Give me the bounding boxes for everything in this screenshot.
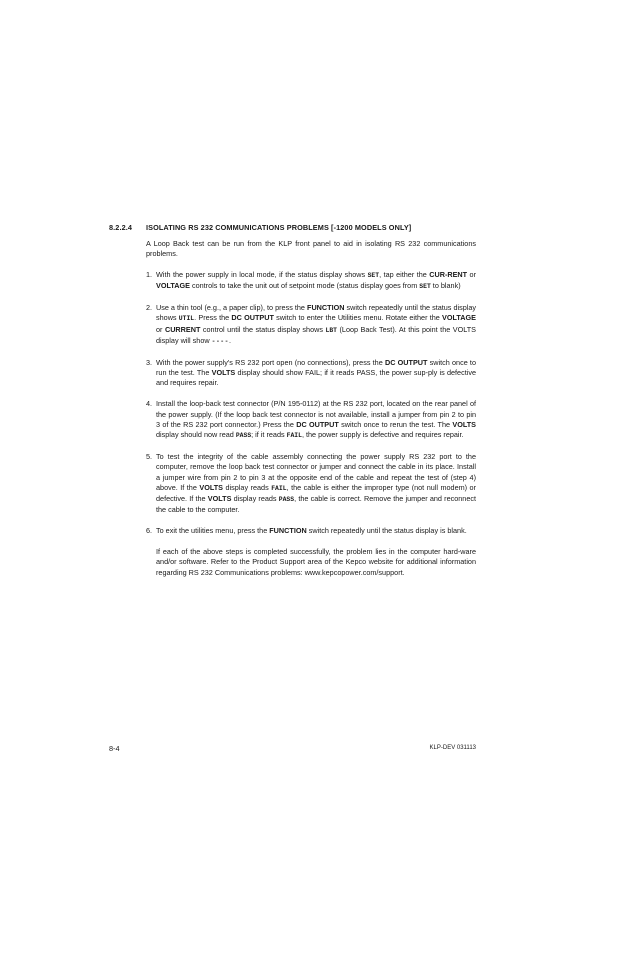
voltage-control-label: VOLTAGE bbox=[156, 281, 190, 291]
step-number: 6. bbox=[146, 526, 153, 536]
volts-display-label: VOLTS bbox=[452, 419, 477, 429]
procedure-steps bbox=[146, 270, 476, 536]
current-control-label: CUR-RENT bbox=[429, 270, 468, 280]
display-code-util: UTIL bbox=[178, 315, 195, 323]
step-6 bbox=[146, 526, 476, 536]
step-number: 3. bbox=[146, 357, 153, 367]
dc-output-label: DC OUTPUT bbox=[384, 357, 428, 367]
voltage-control-label: VOLTAGE bbox=[442, 313, 476, 323]
volts-display-label: VOLTS bbox=[207, 494, 232, 504]
dc-output-label: DC OUTPUT bbox=[296, 419, 339, 429]
support-note-paragraph: If each of the above steps is completed successfully, the problem lies in the computer hard-ware and/or software. Refer to the Product Support area of the Kepco website for additional information regarding RS 232 Communications problems: www.kepcopower.com/support. bbox=[156, 547, 476, 577]
volts-display-label: VOLTS bbox=[199, 482, 224, 492]
page-number: 8-4 bbox=[109, 744, 120, 753]
step-number: 5. bbox=[146, 451, 153, 461]
step-text: To test the integrity of the cable assembly connecting the power supply RS 232 port to the computer, remove the loop back test connector or jumper and connect the cable in its place. Install a jumper wire from pin 2 to pin 3 at the opposite end of the cable and repeat the test of (step 4) above. If the VOLTS display reads FAIL, the cable is either the improper type (not null modem) or defective. If the VOLTS display reads PASS, the cable is correct. Remove the jumper and reconnect the cable to the computer. bbox=[156, 451, 477, 515]
section-title: ISOLATING RS 232 COMMUNICATIONS PROBLEMS [-1200 MODELS ONLY] bbox=[146, 223, 412, 232]
display-code-lbt: LBT bbox=[325, 326, 337, 334]
step-text: With the power supply's RS 232 port open (no connections), press the DC OUTPUT switch once to run the test. The VOLTS display should show FAIL; if it reads PASS, the power sup-ply is defective and requires repair. bbox=[156, 357, 476, 388]
intro-paragraph: A Loop Back test can be run from the KLP front panel to aid in isolating RS 232 communications problems. bbox=[146, 239, 476, 259]
step-2 bbox=[146, 303, 476, 347]
display-code-dashes: ---- bbox=[211, 338, 229, 346]
display-code-set: SET bbox=[419, 283, 431, 291]
volts-display-label: VOLTS bbox=[211, 368, 236, 378]
step-text: With the power supply in local mode, if the status display shows SET, tap either the CUR-RENT or VOLTAGE controls to take the unit out of setpoint mode (status display goes from SET to blank) bbox=[156, 270, 476, 291]
function-switch-label: FUNCTION bbox=[269, 526, 307, 536]
display-code-fail: FAIL bbox=[286, 432, 302, 440]
section-body bbox=[146, 239, 476, 578]
display-code-pass: PASS bbox=[278, 496, 295, 504]
step-text: Use a thin tool (e.g., a paper clip), to press the FUNCTION switch repeatedly until the status display shows UTIL. Press the DC OUTPUT switch to enter the Utilities menu. Rotate either the VOLTAGE or CURRENT control until the status display shows LBT (Loop Back Test). At this point the VOLTS display will show ----. bbox=[156, 303, 477, 346]
step-1 bbox=[146, 270, 476, 293]
display-code-fail: FAIL bbox=[271, 484, 287, 492]
step-number: 4. bbox=[146, 399, 153, 409]
step-text: To exit the utilities menu, press the FUNCTION switch repeatedly until the status display is blank. bbox=[156, 526, 467, 536]
step-4 bbox=[146, 399, 476, 441]
display-code-pass: PASS bbox=[235, 432, 252, 440]
step-3 bbox=[146, 358, 476, 389]
document-id: KLP-DEV 031113 bbox=[429, 745, 476, 751]
function-switch-label: FUNCTION bbox=[307, 303, 345, 313]
dc-output-label: DC OUTPUT bbox=[231, 313, 274, 323]
step-number: 1. bbox=[146, 270, 153, 280]
step-text: Install the loop-back test connector (P/N 195-0112) at the RS 232 port, located on the rear panel of the power supply. (If the loop back test connector is not available, install a jumper from pin 2 to pin 3 of the RS 232 port connector.) Press the DC OUTPUT switch once to rerun the test. The VOLTS display should now read PASS; if it reads FAIL, the power supply is defective and requires repair. bbox=[156, 399, 477, 440]
step-number: 2. bbox=[146, 303, 153, 313]
section-number: 8.2.2.4 bbox=[109, 223, 133, 232]
current-control-label: CURRENT bbox=[164, 324, 201, 334]
display-code-set: SET bbox=[367, 272, 380, 280]
step-5 bbox=[146, 452, 476, 516]
